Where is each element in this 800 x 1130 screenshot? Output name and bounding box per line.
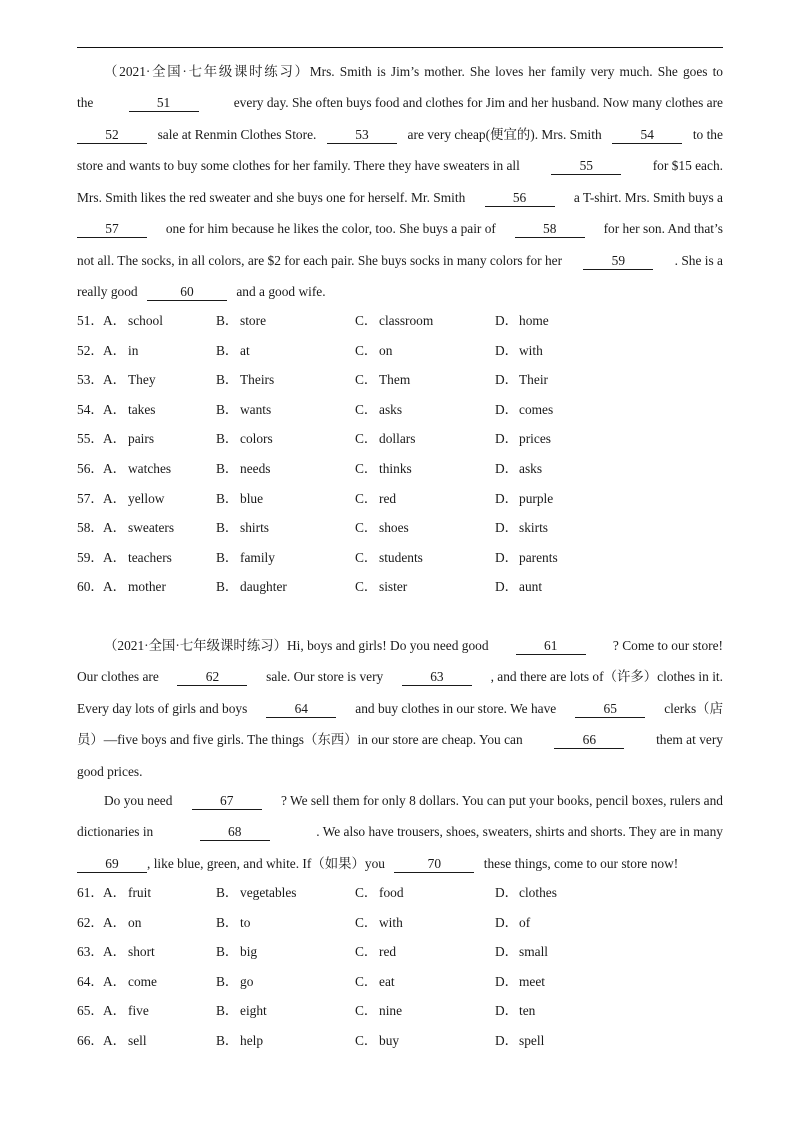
option-a: teachers (128, 549, 172, 565)
option-c: thinks (379, 461, 412, 476)
passage-text: , like blue, green, and white. If（如果）you (147, 856, 385, 871)
option-d: of (519, 914, 531, 930)
question-number: 61． (77, 885, 104, 900)
question-number: 66． (77, 1033, 104, 1048)
option-letter: B． (216, 973, 239, 989)
question-row (77, 400, 723, 420)
option-letter: B． (216, 431, 239, 447)
option-letter: B． (216, 372, 239, 388)
passage-text: for her son. And that’s (603, 221, 723, 236)
option-letter: A． (103, 914, 127, 930)
option-c: dollars (379, 431, 416, 447)
passage-text: ? We sell them for only 8 dollars. You can put your books, pencil boxes, rulers and (281, 793, 723, 808)
option-letter: C． (355, 461, 378, 476)
option-letter: A． (103, 431, 127, 447)
passage-1-line-8 (77, 282, 723, 302)
option-c: red (379, 944, 397, 960)
option-c: food (379, 885, 404, 900)
question-number: 52． (77, 342, 104, 358)
passage-2-line-3 (77, 699, 723, 719)
blank-61: 61 (516, 638, 586, 655)
option-letter: D． (495, 342, 519, 358)
option-c: shoes (379, 520, 409, 536)
option-letter: D． (495, 549, 519, 565)
option-b: big (240, 944, 258, 960)
option-b: colors (240, 431, 273, 447)
passage-text: Every day lots of girls and boys (77, 701, 248, 716)
passage-text: one for him because he likes the color, too. She buys a pair of (165, 221, 496, 236)
question-row (77, 942, 723, 962)
passage-text: store and wants to buy some clothes for her family. There they have sweaters in all (77, 158, 520, 173)
passage-text: ? Come to our store! (612, 638, 723, 653)
passage-text: not all. The socks, in all colors, are $2 for each pair. She buys socks in many colors for her (77, 253, 563, 268)
passage-text: them at very (656, 732, 723, 747)
question-number: 60． (77, 579, 104, 595)
passage-2-line-1 (104, 636, 723, 656)
question-row (77, 577, 723, 597)
option-letter: C． (355, 885, 378, 900)
option-b: help (240, 1033, 264, 1048)
option-c: sister (379, 579, 408, 595)
option-d: home (519, 313, 549, 328)
option-a: sell (128, 1033, 147, 1048)
option-a: short (128, 944, 155, 960)
option-letter: C． (355, 1033, 378, 1048)
option-d: ten (519, 1003, 536, 1019)
option-d: small (519, 944, 549, 960)
option-letter: A． (103, 461, 127, 476)
passage-text: dictionaries in (77, 824, 154, 839)
passage-text: every day. She often buys food and clothes for Jim and her husband. Now many clothes are (233, 95, 723, 110)
question-row (77, 370, 723, 390)
option-letter: C． (355, 944, 378, 960)
option-letter: C． (355, 579, 378, 595)
option-b: vegetables (240, 885, 297, 900)
blank-66: 66 (554, 732, 624, 749)
passage-1-line-3 (77, 125, 723, 145)
option-a: They (128, 372, 156, 388)
passage-text: good prices. (77, 764, 143, 779)
question-row (77, 341, 723, 361)
option-b: Theirs (240, 372, 275, 388)
option-letter: D． (495, 372, 519, 388)
option-letter: D． (495, 944, 519, 960)
option-letter: C． (355, 431, 378, 447)
option-a: yellow (128, 490, 165, 506)
passage-text: Mrs. Smith likes the red sweater and she buys one for herself. Mr. Smith (77, 190, 466, 205)
option-letter: B． (216, 520, 239, 536)
option-letter: C． (355, 490, 378, 506)
blank-54: 54 (612, 127, 682, 144)
option-letter: A． (103, 490, 127, 506)
option-c: Them (379, 372, 411, 388)
passage-2-line-6 (104, 791, 723, 811)
option-letter: A． (103, 401, 127, 417)
option-letter: D． (495, 490, 519, 506)
blank-52: 52 (77, 127, 147, 144)
passage-2-line-7 (77, 822, 723, 842)
option-letter: B． (216, 914, 239, 930)
blank-55: 55 (551, 158, 621, 175)
question-row (77, 429, 723, 449)
option-letter: B． (216, 490, 239, 506)
option-letter: B． (216, 549, 239, 565)
blank-59: 59 (583, 253, 653, 270)
option-letter: D． (495, 885, 519, 900)
blank-62: 62 (177, 669, 247, 686)
blank-67: 67 (192, 793, 262, 810)
question-row (77, 489, 723, 509)
option-b: to (240, 914, 251, 930)
blank-63: 63 (402, 669, 472, 686)
option-letter: B． (216, 461, 239, 476)
option-letter: A． (103, 579, 127, 595)
passage-1-line-1 (104, 62, 723, 82)
option-letter: C． (355, 914, 378, 930)
option-d: parents (519, 549, 558, 565)
option-letter: A． (103, 313, 127, 328)
question-number: 57． (77, 490, 104, 506)
option-c: eat (379, 973, 395, 989)
passage-1-line-7 (77, 251, 723, 271)
option-b: daughter (240, 579, 287, 595)
option-a: watches (128, 461, 172, 476)
passage-text: （2021·全国·七年级课时练习）Hi, boys and girls! Do you need good (104, 638, 489, 653)
option-c: asks (379, 401, 403, 417)
passage-2-line-2 (77, 667, 723, 687)
passage-text: to the (692, 127, 723, 142)
blank-70: 70 (394, 856, 474, 873)
option-a: sweaters (128, 520, 175, 536)
option-b: blue (240, 490, 264, 506)
question-number: 51． (77, 313, 104, 328)
blank-51: 51 (129, 95, 199, 112)
passage-1-line-6 (77, 219, 723, 239)
blank-65: 65 (575, 701, 645, 718)
option-a: takes (128, 401, 156, 417)
passage-text: the (77, 95, 94, 110)
option-b: go (240, 973, 254, 989)
option-d: asks (519, 461, 543, 476)
passage-text: Our clothes are (77, 669, 159, 684)
option-a: on (128, 914, 142, 930)
question-number: 55． (77, 431, 104, 447)
question-row (77, 972, 723, 992)
option-letter: C． (355, 313, 378, 328)
passage-1-line-2 (77, 93, 723, 113)
option-letter: A． (103, 342, 127, 358)
option-letter: A． (103, 520, 127, 536)
option-letter: A． (103, 1033, 127, 1048)
option-letter: B． (216, 1003, 239, 1019)
passage-2-line-8 (77, 854, 723, 874)
option-a: in (128, 342, 139, 358)
question-row (77, 883, 723, 903)
passage-1-line-4 (77, 156, 723, 176)
passage-text: and buy clothes in our store. We have (355, 701, 557, 716)
option-letter: C． (355, 973, 378, 989)
question-number: 64． (77, 973, 104, 989)
option-c: classroom (379, 313, 434, 328)
passage-1-line-5 (77, 188, 723, 208)
top-rule (77, 47, 723, 48)
option-letter: A． (103, 885, 127, 900)
option-letter: C． (355, 520, 378, 536)
option-d: meet (519, 973, 546, 989)
blank-58: 58 (515, 221, 585, 238)
option-a: pairs (128, 431, 155, 447)
option-letter: D． (495, 579, 519, 595)
option-letter: A． (103, 944, 127, 960)
option-letter: B． (216, 885, 239, 900)
option-a: fruit (128, 885, 152, 900)
passage-2-line-4 (77, 730, 723, 750)
question-row (77, 913, 723, 933)
option-letter: A． (103, 1003, 127, 1019)
option-letter: D． (495, 1033, 519, 1048)
option-a: come (128, 973, 157, 989)
passage-text: sale at Renmin Clothes Store. (157, 127, 317, 142)
blank-64: 64 (266, 701, 336, 718)
passage-text: . She is a (674, 253, 723, 268)
question-row (77, 311, 723, 331)
passage-text: are very cheap(便宜的). Mrs. Smith (407, 127, 602, 142)
passage-text: . We also have trousers, shoes, sweaters, shirts and shorts. They are in many (316, 824, 723, 839)
option-letter: C． (355, 372, 378, 388)
option-letter: A． (103, 973, 127, 989)
question-number: 65． (77, 1003, 104, 1019)
option-letter: B． (216, 579, 239, 595)
option-letter: C． (355, 401, 378, 417)
blank-60: 60 (147, 284, 227, 301)
option-d: prices (519, 431, 551, 447)
option-d: spell (519, 1033, 545, 1048)
passage-2-line-5 (77, 762, 723, 782)
option-c: buy (379, 1033, 400, 1048)
passage-text: for $15 each. (652, 158, 723, 173)
option-d: comes (519, 401, 554, 417)
passage-text: 员）—five boys and five girls. The things（东西）in our store are cheap. You can (77, 732, 523, 747)
option-letter: D． (495, 914, 519, 930)
question-number: 63． (77, 944, 104, 960)
option-c: red (379, 490, 397, 506)
passage-text: , and there are lots of（许多）clothes in it. (490, 669, 723, 684)
question-number: 62． (77, 914, 104, 930)
option-letter: B． (216, 1033, 239, 1048)
option-d: with (519, 342, 543, 358)
passage-text: sale. Our store is very (266, 669, 384, 684)
blank-68: 68 (200, 824, 270, 841)
option-d: aunt (519, 579, 543, 595)
option-b: store (240, 313, 267, 328)
passage-text: Do you need (104, 793, 173, 808)
passage-text: these things, come to our store now! (483, 856, 679, 871)
blank-69: 69 (77, 856, 147, 873)
blank-56: 56 (485, 190, 555, 207)
passage-text: and a good wife. (236, 284, 326, 299)
option-a: five (128, 1003, 149, 1019)
option-b: family (240, 549, 275, 565)
passage-text: clerks（店 (664, 701, 723, 716)
option-b: wants (240, 401, 272, 417)
option-b: eight (240, 1003, 267, 1019)
passage-text: （2021·全国·七年级课时练习）Mrs. Smith is Jim’s mother. She loves her family very much. She goes to (104, 64, 723, 79)
option-letter: A． (103, 549, 127, 565)
question-number: 58． (77, 520, 104, 536)
option-letter: B． (216, 342, 239, 358)
question-number: 56． (77, 461, 104, 476)
question-row (77, 459, 723, 479)
blank-57: 57 (77, 221, 147, 238)
option-d: purple (519, 490, 554, 506)
question-number: 54． (77, 401, 104, 417)
question-row (77, 548, 723, 568)
question-number: 59． (77, 549, 104, 565)
option-letter: C． (355, 549, 378, 565)
option-letter: B． (216, 401, 239, 417)
question-row (77, 1031, 723, 1051)
question-row (77, 1001, 723, 1021)
option-letter: B． (216, 944, 239, 960)
option-c: nine (379, 1003, 403, 1019)
option-letter: C． (355, 1003, 378, 1019)
option-b: shirts (240, 520, 270, 536)
option-a: school (128, 313, 163, 328)
passage-text: a T-shirt. Mrs. Smith buys a (573, 190, 723, 205)
passage-text: really good (77, 284, 138, 299)
option-letter: D． (495, 520, 519, 536)
option-letter: A． (103, 372, 127, 388)
option-letter: C． (355, 342, 378, 358)
option-c: with (379, 914, 403, 930)
option-c: on (379, 342, 393, 358)
option-d: skirts (519, 520, 549, 536)
option-d: clothes (519, 885, 557, 900)
question-number: 53． (77, 372, 104, 388)
option-letter: D． (495, 973, 519, 989)
option-letter: D． (495, 401, 519, 417)
option-letter: D． (495, 1003, 519, 1019)
option-a: mother (128, 579, 166, 595)
question-row (77, 518, 723, 538)
option-b: at (240, 342, 250, 358)
option-letter: D． (495, 431, 519, 447)
option-b: needs (240, 461, 271, 476)
option-letter: B． (216, 313, 239, 328)
option-letter: D． (495, 313, 519, 328)
blank-53: 53 (327, 127, 397, 144)
option-d: Their (519, 372, 548, 388)
option-letter: D． (495, 461, 519, 476)
option-c: students (379, 549, 423, 565)
